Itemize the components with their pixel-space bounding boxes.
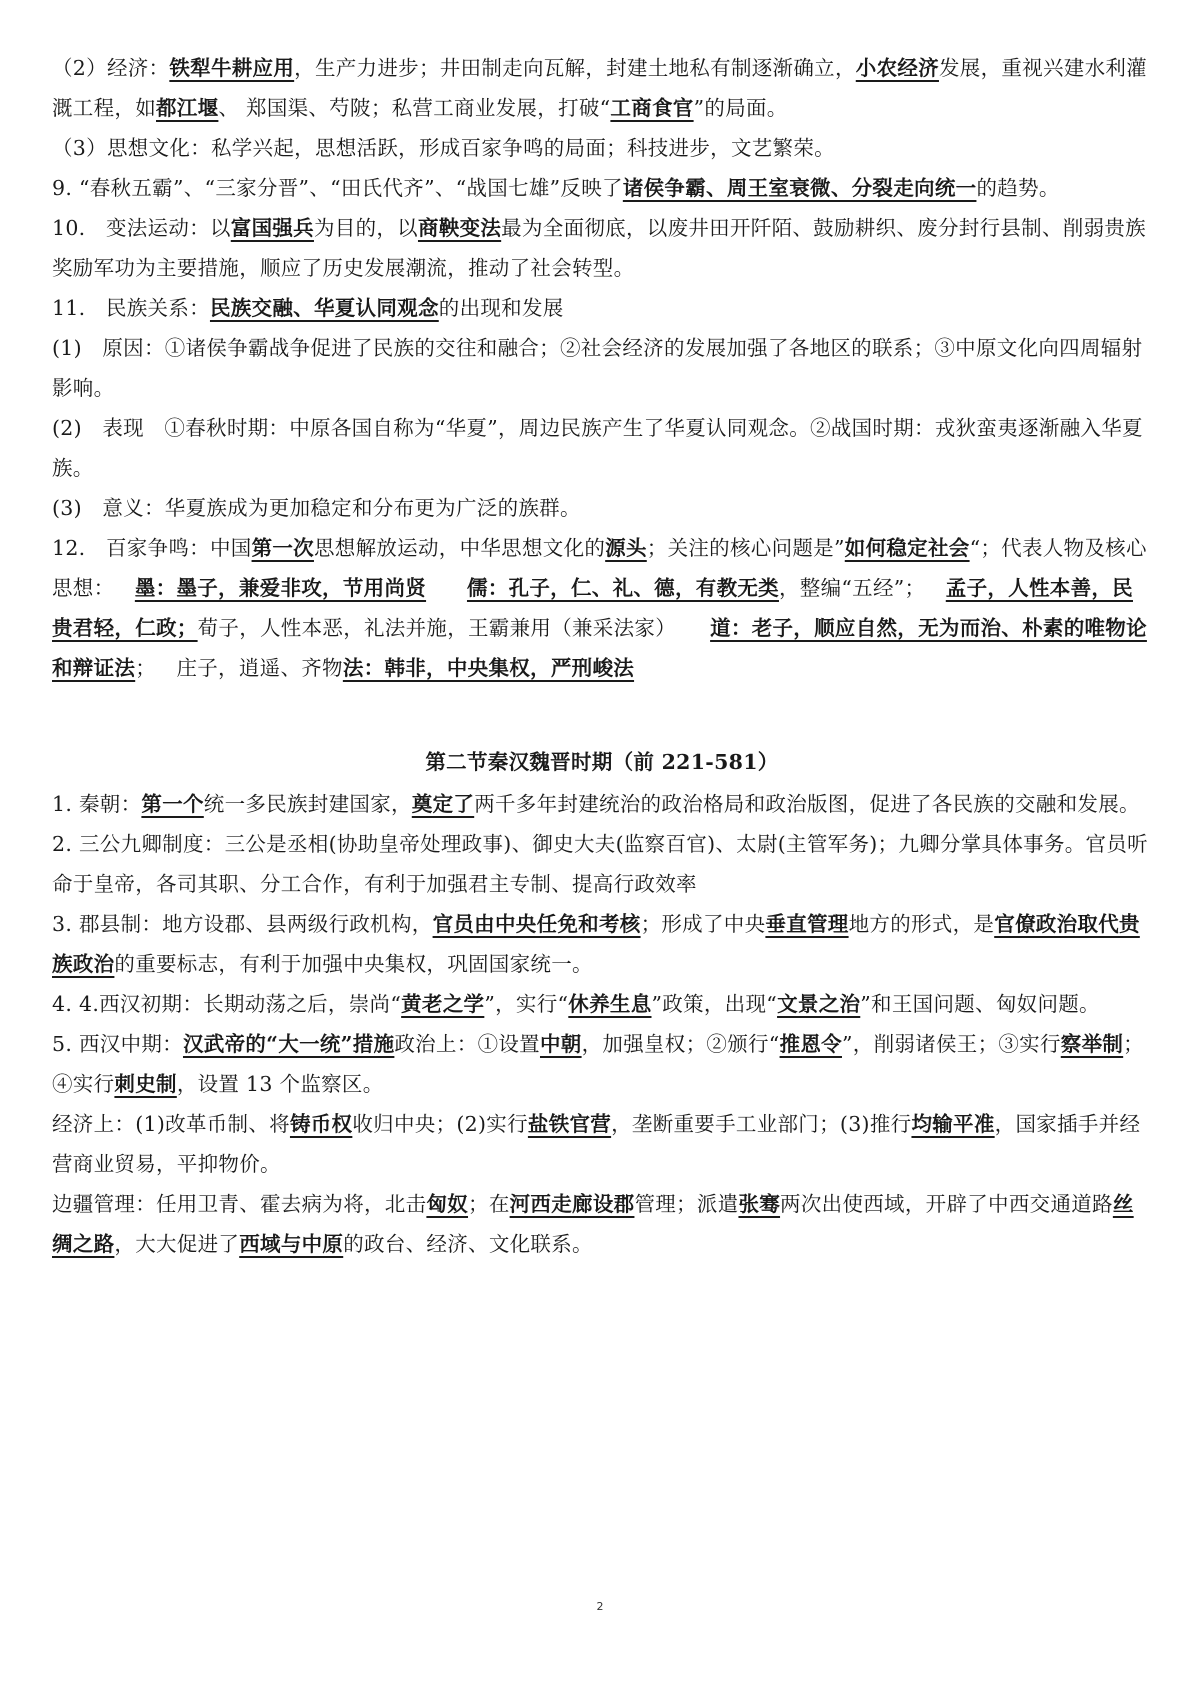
paragraph-text: ；在 [468, 1192, 510, 1216]
paragraph-text: 思想解放运动，中华思想文化的 [313, 536, 606, 560]
paragraph-text: 1. 秦朝： [52, 792, 142, 816]
paragraph [52, 1184, 1152, 1264]
paragraph-text: 最为全面彻底，以废井田开阡陌、鼓励耕织、废分封行县制、削弱贵族奖励军功为主要措施，顺应了历史发展潮流，推动了社会转型。 [52, 216, 1146, 280]
paragraph [52, 168, 1152, 208]
paragraph-text: 11. 民族关系： [52, 296, 210, 320]
paragraph [52, 904, 1152, 984]
paragraph [52, 1024, 1152, 1104]
paragraph-text: 管理；派遣 [634, 1192, 739, 1216]
key-term: 推恩令 [779, 1032, 842, 1056]
key-term: 官僚政治取代贵族政治 [52, 912, 1140, 976]
section-qin-han-content [52, 784, 1152, 1264]
paragraph [52, 1104, 1152, 1184]
key-term: 道：老子，顺应自然，无为而治、朴素的唯物论和辩证法 [52, 616, 1147, 680]
paragraph-text: 地方的形式，是 [848, 912, 995, 936]
key-term: 休养生息 [568, 992, 652, 1016]
paragraph-text: 的趋势。 [976, 176, 1060, 200]
key-term: 文景之治 [777, 992, 861, 1016]
key-term: 西域与中原 [239, 1232, 344, 1256]
paragraph-text: 4. 4.西汉初期：长期动荡之后，崇尚“ [52, 992, 402, 1016]
key-term: 孟子，人性本善，民贵君轻，仁政； [52, 576, 1133, 640]
paragraph-text: 5. 西汉中期： [52, 1032, 183, 1056]
paragraph-text: 的出现和发展 [438, 296, 564, 320]
key-term: 河西走廊设郡 [509, 1192, 635, 1216]
paragraph-text: 收归中央；(2)实行 [352, 1112, 528, 1136]
key-term: 匈奴 [426, 1192, 469, 1216]
paragraph [52, 48, 1152, 128]
paragraph-text: 经济上：(1)改革币制、将 [52, 1112, 290, 1136]
paragraph [52, 288, 1152, 328]
section-heading: 第二节秦汉魏晋时期（前 221-581） [425, 750, 779, 774]
paragraph-text: 政治上：①设置 [394, 1032, 540, 1056]
paragraph-text: ，加强皇权；②颁行“ [581, 1032, 780, 1056]
paragraph [52, 128, 1152, 168]
paragraph-text: ，生产力进步；井田制走向瓦解，封建土地私有制逐渐确立， [294, 56, 856, 80]
paragraph [52, 824, 1152, 904]
key-term: 中朝 [539, 1032, 582, 1056]
key-term: 第一个 [141, 792, 204, 816]
paragraph-text: ，设置 13 个监察区。 [176, 1072, 384, 1096]
key-term: 官员由中央任免和考核 [432, 912, 641, 936]
key-term: 墨：墨子，兼爱非攻，节用尚贤 [134, 576, 427, 600]
paragraph-text: 12. 百家争鸣：中国 [52, 536, 252, 560]
key-term: 民族交融、华夏认同观念 [209, 296, 439, 320]
key-term: 小农经济 [855, 56, 939, 80]
key-term: 都江堰 [156, 96, 219, 120]
paragraph-text: (1) 原因：①诸侯争霸战争促进了民族的交往和融合；②社会经济的发展加强了各地区的联系；③中原文化向四周辐射影响。 [52, 336, 1143, 400]
paragraph-text: 两次出使西域，开辟了中西交通道路 [780, 1192, 1113, 1216]
paragraph [52, 784, 1152, 824]
paragraph-text: ”政策，出现“ [651, 992, 778, 1016]
key-term: 如何稳定社会 [844, 536, 970, 560]
key-term: 诸侯争霸、周王室衰微、分裂走向统一 [622, 176, 977, 200]
paragraph-text: 边疆管理：任用卫青、霍去病为将，北击 [52, 1192, 427, 1216]
paragraph-text: 荀子，人性本恶，礼法并施，王霸兼用（兼采法家） [197, 616, 711, 640]
paragraph [52, 328, 1152, 408]
paragraph-text: 发展，重视兴建水利灌溉工程，如 [52, 56, 1147, 120]
document-body [52, 48, 1152, 1264]
paragraph [52, 984, 1152, 1024]
key-term: 均输平准 [911, 1112, 995, 1136]
paragraph [52, 488, 1152, 528]
paragraph-text: “；代表人物及核心思想： [52, 536, 1147, 600]
paragraph-text: 9. “春秋五霸”、“三家分晋”、“田氏代齐”、“战国七雄”反映了 [52, 176, 623, 200]
paragraph-text: ，垄断重要手工业部门；(3)推行 [611, 1112, 912, 1136]
key-term: 法：韩非，中央集权，严刑峻法 [342, 656, 635, 680]
paragraph-text: （3）思想文化：私学兴起，思想活跃，形成百家争鸣的局面；科技进步，文艺繁荣。 [52, 136, 835, 160]
paragraph-text: (3) 意义：华夏族成为更加稳定和分布更为广泛的族群。 [52, 496, 581, 520]
key-term: 察举制 [1060, 1032, 1124, 1056]
key-term: 铁犁牛耕应用 [169, 56, 295, 80]
paragraph-text: ”的局面。 [693, 96, 788, 120]
key-term: 铸币权 [289, 1112, 353, 1136]
key-term: 刺史制 [114, 1072, 177, 1096]
page-number: 2 [596, 1600, 604, 1613]
key-term: 工商食官 [610, 96, 694, 120]
paragraph-text [426, 576, 467, 600]
section-continued-content [52, 48, 1152, 688]
key-term: 丝绸之路 [52, 1192, 1134, 1256]
paragraph-text: ，整编“五经”； [778, 576, 946, 600]
paragraph-text: （2）经济： [52, 56, 170, 80]
paragraph-text: ”和王国问题、匈奴问题。 [860, 992, 1100, 1016]
key-term: 源头 [605, 536, 647, 560]
paragraph [52, 528, 1152, 688]
paragraph-text: 3. 郡县制：地方设郡、县两级行政机构， [52, 912, 433, 936]
paragraph-text: 10. 变法运动：以 [52, 216, 231, 240]
paragraph-text: ；形成了中央 [640, 912, 766, 936]
paragraph-text: ；④实行 [52, 1032, 1144, 1096]
paragraph-text: ”，实行“ [484, 992, 569, 1016]
key-term: 奠定了 [411, 792, 475, 816]
paragraph-text: 2. 三公九卿制度：三公是丞相(协助皇帝处理政事)、御史大夫(监察百官)、太尉(主管军务)；九卿分掌具体事务。官员听命于皇帝，各司其职、分工合作，有利于加强君主专制、提高行政效率 [52, 832, 1148, 896]
paragraph-text: ，大大促进了 [114, 1232, 240, 1256]
paragraph-text: 的重要标志，有利于加强中央集权，巩固国家统一。 [114, 952, 593, 976]
paragraph-text: 、 郑国渠、芍陂；私营工商业发展，打破“ [218, 96, 611, 120]
key-term: 儒：孔子，仁、礼、德，有教无类 [466, 576, 779, 600]
paragraph-text: ，国家插手并经营商业贸易，平抑物价。 [52, 1112, 1141, 1176]
key-term: 张骞 [738, 1192, 781, 1216]
key-term: 盐铁官营 [527, 1112, 612, 1136]
paragraph [52, 408, 1152, 488]
key-term: 富国强兵 [230, 216, 314, 240]
paragraph-text: ；关注的核心问题是” [646, 536, 845, 560]
paragraph-text: 两千多年封建统治的政治格局和政治版图，促进了各民族的交融和发展。 [474, 792, 1140, 816]
paragraph-text: 为目的，以 [313, 216, 418, 240]
paragraph-text: ”，削弱诸侯王；③实行 [841, 1032, 1061, 1056]
key-term: 汉武帝的“大一统”措施 [182, 1032, 395, 1056]
paragraph-text: (2) 表现 ①春秋时期：中原各国自称为“华夏”，周边民族产生了华夏认同观念。②战国时期：戎狄蛮夷逐渐融入华夏族。 [52, 416, 1143, 480]
key-term: 第一次 [251, 536, 314, 560]
paragraph-text: 统一多民族封建国家， [203, 792, 412, 816]
paragraph-text: ； 庄子，逍遥、齐物 [135, 656, 343, 680]
paragraph [52, 208, 1152, 288]
key-term: 垂直管理 [765, 912, 849, 936]
key-term: 黄老之学 [401, 992, 485, 1016]
key-term: 商鞅变法 [417, 216, 502, 240]
paragraph-text: 的政台、经济、文化联系。 [343, 1232, 593, 1256]
